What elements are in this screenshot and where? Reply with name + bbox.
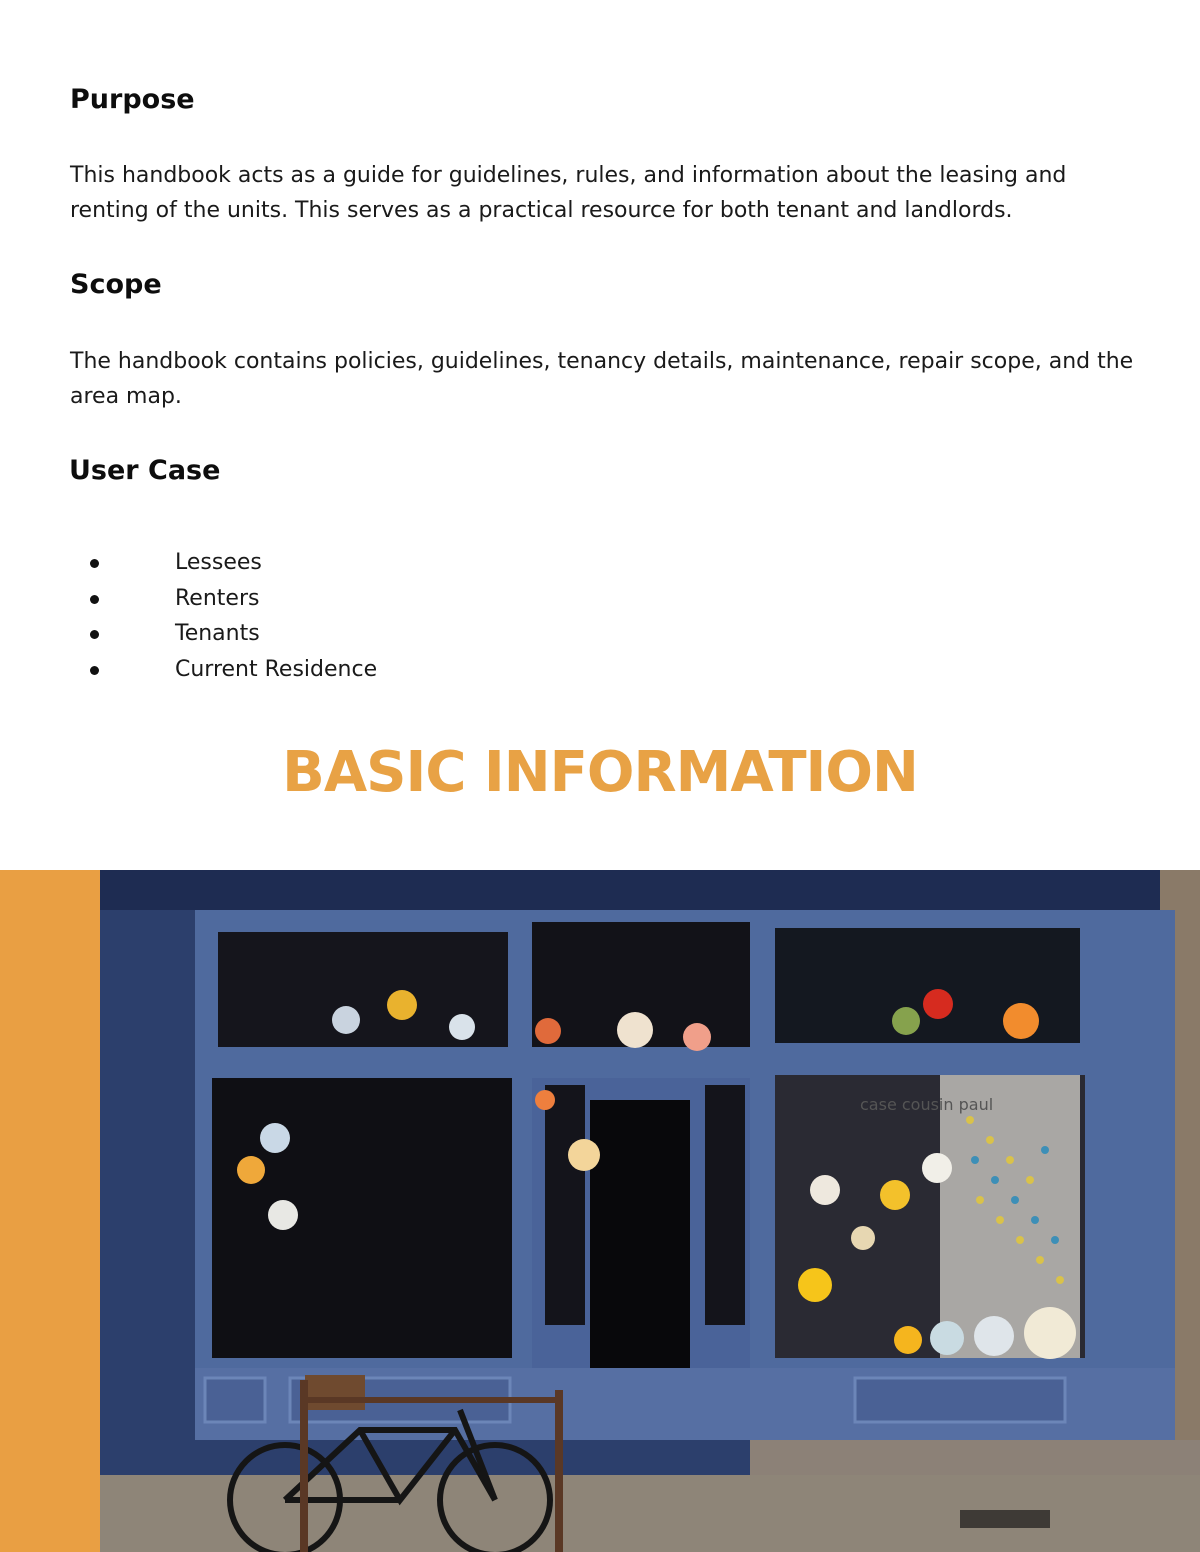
handbook-page: Purpose This handbook acts as a guide for guidelines, rules, and information about the leasing and renting of the units. This serves as a practical resource for both tenant and landlords. Scope The handbook contains policies, guidelines, tenancy details, maintenance, repair scope, and the area map. User Case Lessees Renters Tenants Current Residence BASIC INFORMATION case cousin paul	[0, 0, 1200, 1552]
storefront-sign: case cousin paul	[860, 1095, 994, 1114]
section-title: BASIC INFORMATION	[282, 740, 918, 805]
bullet-icon	[90, 630, 99, 639]
bullet-icon	[90, 595, 99, 604]
scope-paragraph: The handbook contains policies, guidelines, tenancy details, maintenance, repair scope, and the area map.	[70, 349, 1134, 409]
storefront-illustration	[100, 870, 1200, 1552]
user-case-heading: User Case	[69, 455, 221, 486]
storefront-photo	[100, 870, 1200, 1552]
scope-heading: Scope	[70, 269, 162, 300]
purpose-heading: Purpose	[70, 84, 195, 115]
bullet-icon	[90, 559, 99, 568]
purpose-paragraph: This handbook acts as a guide for guidelines, rules, and information about the leasing and renting of the units. This serves as a practical resource for both tenant and landlords.	[70, 163, 1067, 223]
accent-sidebar	[0, 870, 100, 1552]
bullet-icon	[90, 666, 99, 675]
